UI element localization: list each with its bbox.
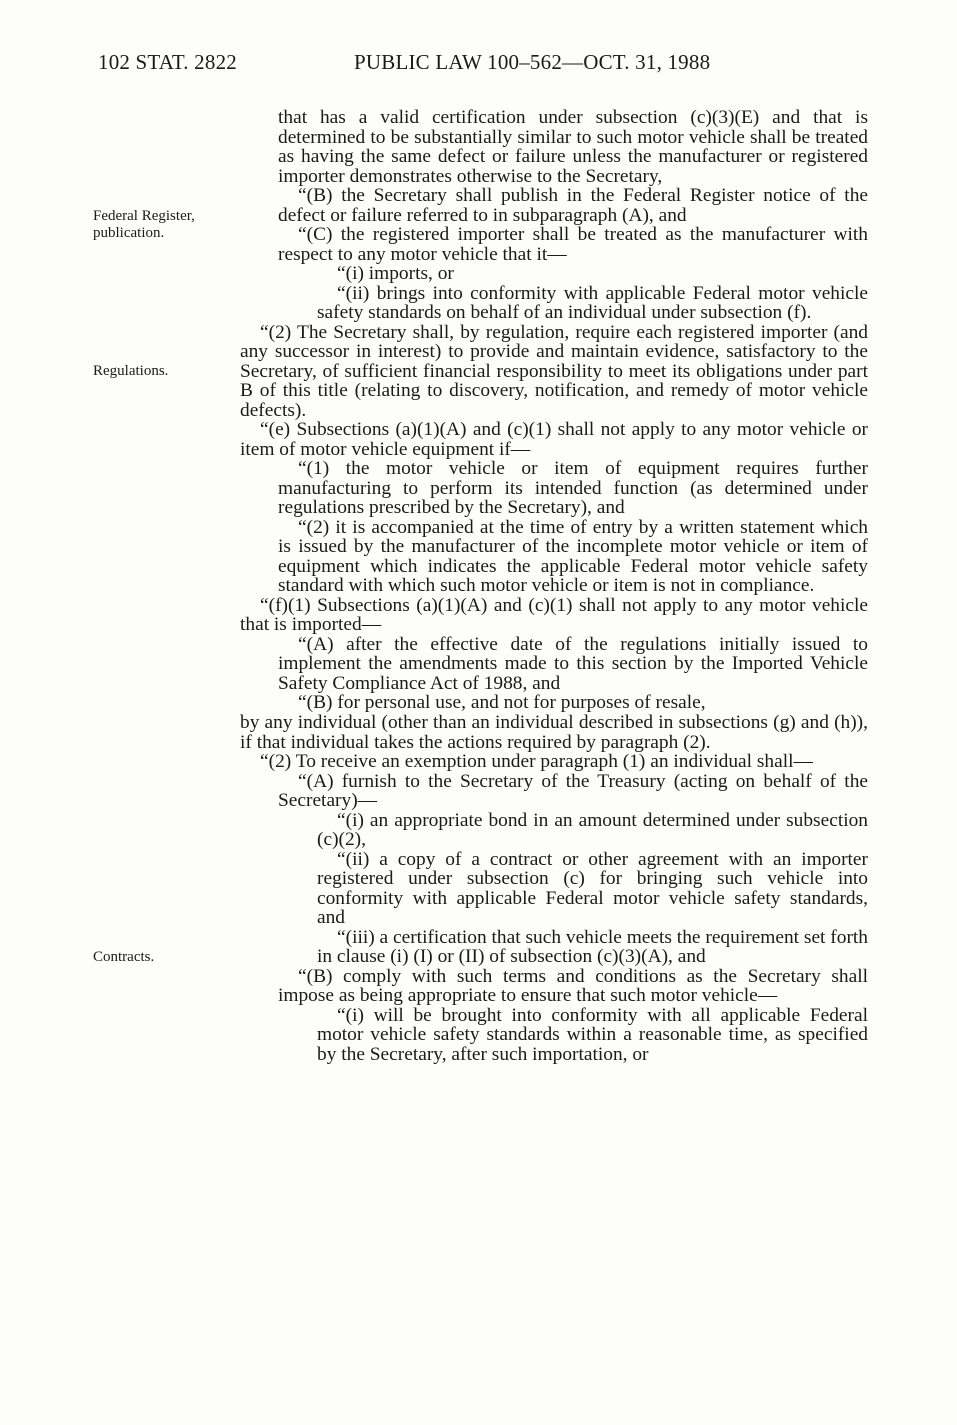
clause-f2-a-i: “(i) an appropriate bond in an amount determined under subsection (c)(2), bbox=[317, 809, 868, 851]
clause-f2-a-ii: “(ii) a copy of a contract or other agreement with an importer registered under subsection (c) for bringing such vehicle into conformity with applicable Federal motor vehicle safety standards, and bbox=[317, 848, 868, 929]
paragraph-e-1: “(1) the motor vehicle or item of equipment requires further manufacturing to perform its intended function (as determined under regulations prescribed by the Secretary), and bbox=[278, 458, 868, 519]
page-reference: 102 STAT. 2822 bbox=[98, 50, 237, 74]
page-header bbox=[98, 50, 869, 84]
clause-ii-brings-into-conformity: “(ii) brings into conformity with applicable Federal motor vehicle safety standards on behalf of an individual under subsection (f). bbox=[317, 282, 868, 324]
paragraph-e-2: “(2) it is accompanied at the time of entry by a written statement which is issued by the manufacturer of the incomplete motor vehicle or item of equipment which indicates the applicable Federal motor vehicle safety standard with which such motor vehicle or item is not in compliance. bbox=[278, 516, 868, 597]
paragraph-b-federal-register: “(B) the Secretary shall publish in the Federal Register notice of the defect or failure referred to in subparagraph (A), and bbox=[278, 185, 868, 226]
clause-f2-a-iii: “(iii) a certification that such vehicle meets the requirement set forth in clause (i) (I) or (II) of subsection (c)(3)(A), and bbox=[317, 926, 868, 968]
margin-note-contracts: Contracts. bbox=[93, 949, 155, 965]
subparagraph-f-a: “(A) after the effective date of the regulations initially issued to implement the amendments made to this section by the Imported Vehicle Safety Compliance Act of 1988, and bbox=[278, 633, 868, 694]
paragraph-f-2: “(2) To receive an exemption under paragraph (1) an individual shall— bbox=[260, 751, 813, 773]
subparagraph-f-b: “(B) for personal use, and not for purposes of resale, bbox=[298, 692, 706, 714]
subsection-e: “(e) Subsections (a)(1)(A) and (c)(1) shall not apply to any motor vehicle or item of motor vehicle equipment if— bbox=[240, 419, 868, 460]
margin-note-federal-register: Federal Register, publication. bbox=[93, 208, 195, 241]
document-body bbox=[240, 108, 868, 1064]
clause-i-imports: “(i) imports, or bbox=[337, 263, 454, 285]
paragraph-f-tail: by any individual (other than an individual described in subsections (g) and (h)), if that individual takes the actions required by paragraph (2). bbox=[240, 711, 868, 753]
paragraph-2-financial-responsibility: “(2) The Secretary shall, by regulation, require each registered importer (and any successor in interest) to provide and maintain evidence, satisfactory to the Secretary, of sufficient financial responsibility to meet its obligations under part B of this title (relating to discovery, notification, and remedy of motor vehicle defects). bbox=[240, 321, 868, 421]
clause-f2-b-i: “(i) will be brought into conformity with all applicable Federal motor vehicle safety standards within a reasonable time, as specified by the Secretary, after such importation, or bbox=[317, 1004, 868, 1065]
paragraph-c-registered-importer: “(C) the registered importer shall be treated as the manufacturer with respect to any motor vehicle that it— bbox=[278, 224, 868, 265]
law-title: PUBLIC LAW 100–562—OCT. 31, 1988 bbox=[354, 50, 711, 74]
subparagraph-f2-b: “(B) comply with such terms and conditions as the Secretary shall impose as being appropriate to ensure that such motor vehicle— bbox=[278, 965, 868, 1007]
paragraph-continuation: that has a valid certification under subsection (c)(3)(E) and that is determined to be substantially similar to such motor vehicle shall be treated as having the same defect or failure unless the manufacturer or registered importer demonstrates otherwise to the Secretary, bbox=[278, 107, 868, 187]
subsection-f-1: “(f)(1) Subsections (a)(1)(A) and (c)(1) shall not apply to any motor vehicle that is imported— bbox=[240, 594, 868, 636]
subparagraph-f2-a: “(A) furnish to the Secretary of the Treasury (acting on behalf of the Secretary)— bbox=[278, 770, 868, 812]
margin-note-regulations: Regulations. bbox=[93, 363, 169, 379]
